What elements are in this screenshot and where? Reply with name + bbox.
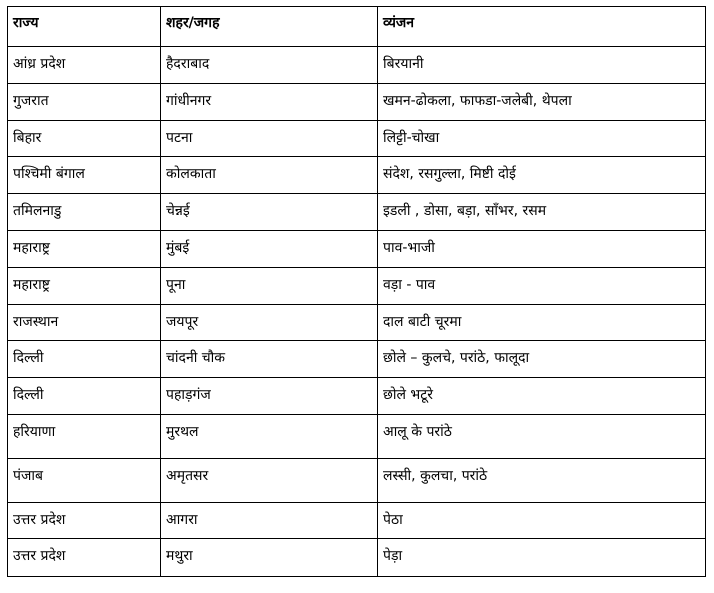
cell-dish: संदेश, रसगुल्ला, मिष्टी दोई bbox=[378, 157, 706, 194]
table-row bbox=[8, 157, 706, 194]
table-row bbox=[8, 305, 706, 341]
cell-dish: छोले – कुलचे, परांठे, फालूदा bbox=[378, 341, 706, 378]
cell-dish: लस्सी, कुलचा, परांठे bbox=[378, 459, 706, 503]
table-row bbox=[8, 268, 706, 305]
cell-state: हरियाणा bbox=[8, 415, 161, 459]
cell-state: उत्तर प्रदेश bbox=[8, 539, 161, 577]
cell-city: गांधीनगर bbox=[161, 84, 378, 121]
cell-city: मथुरा bbox=[161, 539, 378, 577]
cell-state: पश्चिमी बंगाल bbox=[8, 157, 161, 194]
table-body bbox=[8, 47, 706, 577]
cell-dish: खमन-ढोकला, फाफडा-जलेबी, थेपला bbox=[378, 84, 706, 121]
cell-state: आंध्र प्रदेश bbox=[8, 47, 161, 84]
cell-state: गुजरात bbox=[8, 84, 161, 121]
cell-city: पहाड़गंज bbox=[161, 378, 378, 415]
cell-dish: बिरयानी bbox=[378, 47, 706, 84]
cell-city: हैदराबाद bbox=[161, 47, 378, 84]
table-row bbox=[8, 84, 706, 121]
cell-dish: पाव-भाजी bbox=[378, 231, 706, 268]
cell-state: पंजाब bbox=[8, 459, 161, 503]
table-row bbox=[8, 503, 706, 539]
table-row bbox=[8, 415, 706, 459]
cell-state: उत्तर प्रदेश bbox=[8, 503, 161, 539]
cell-city: जयपूर bbox=[161, 305, 378, 341]
table-row bbox=[8, 47, 706, 84]
cell-state: महाराष्ट्र bbox=[8, 231, 161, 268]
cell-city: चांदनी चौक bbox=[161, 341, 378, 378]
cell-city: पटना bbox=[161, 121, 378, 157]
cell-city: मुरथल bbox=[161, 415, 378, 459]
cell-dish: वड़ा - पाव bbox=[378, 268, 706, 305]
cell-dish: छोले भटूरे bbox=[378, 378, 706, 415]
cell-state: महाराष्ट्र bbox=[8, 268, 161, 305]
cell-city: पूना bbox=[161, 268, 378, 305]
cell-state: दिल्ली bbox=[8, 378, 161, 415]
header-row bbox=[8, 7, 706, 47]
cell-dish: लिट्टी-चोखा bbox=[378, 121, 706, 157]
header-dish: व्यंजन bbox=[378, 7, 706, 47]
cell-state: बिहार bbox=[8, 121, 161, 157]
cell-city: चेन्नई bbox=[161, 194, 378, 231]
cell-state: राजस्थान bbox=[8, 305, 161, 341]
cell-dish: दाल बाटी चूरमा bbox=[378, 305, 706, 341]
cell-city: अमृतसर bbox=[161, 459, 378, 503]
header-state: राज्य bbox=[8, 7, 161, 47]
cell-state: दिल्ली bbox=[8, 341, 161, 378]
header-city: शहर/जगह bbox=[161, 7, 378, 47]
cell-city: कोलकाता bbox=[161, 157, 378, 194]
table-row bbox=[8, 378, 706, 415]
cell-dish: पेड़ा bbox=[378, 539, 706, 577]
cell-city: मुंबई bbox=[161, 231, 378, 268]
cell-dish: पेठा bbox=[378, 503, 706, 539]
table-row bbox=[8, 231, 706, 268]
table-row bbox=[8, 121, 706, 157]
cell-state: तमिलनाडु bbox=[8, 194, 161, 231]
table-row bbox=[8, 539, 706, 577]
cell-dish: आलू के परांठे bbox=[378, 415, 706, 459]
cell-dish: इडली , डोसा, बड़ा, साँभर, रसम bbox=[378, 194, 706, 231]
table-row bbox=[8, 194, 706, 231]
cuisine-table bbox=[7, 6, 706, 577]
cell-city: आगरा bbox=[161, 503, 378, 539]
table-row bbox=[8, 459, 706, 503]
table-row bbox=[8, 341, 706, 378]
